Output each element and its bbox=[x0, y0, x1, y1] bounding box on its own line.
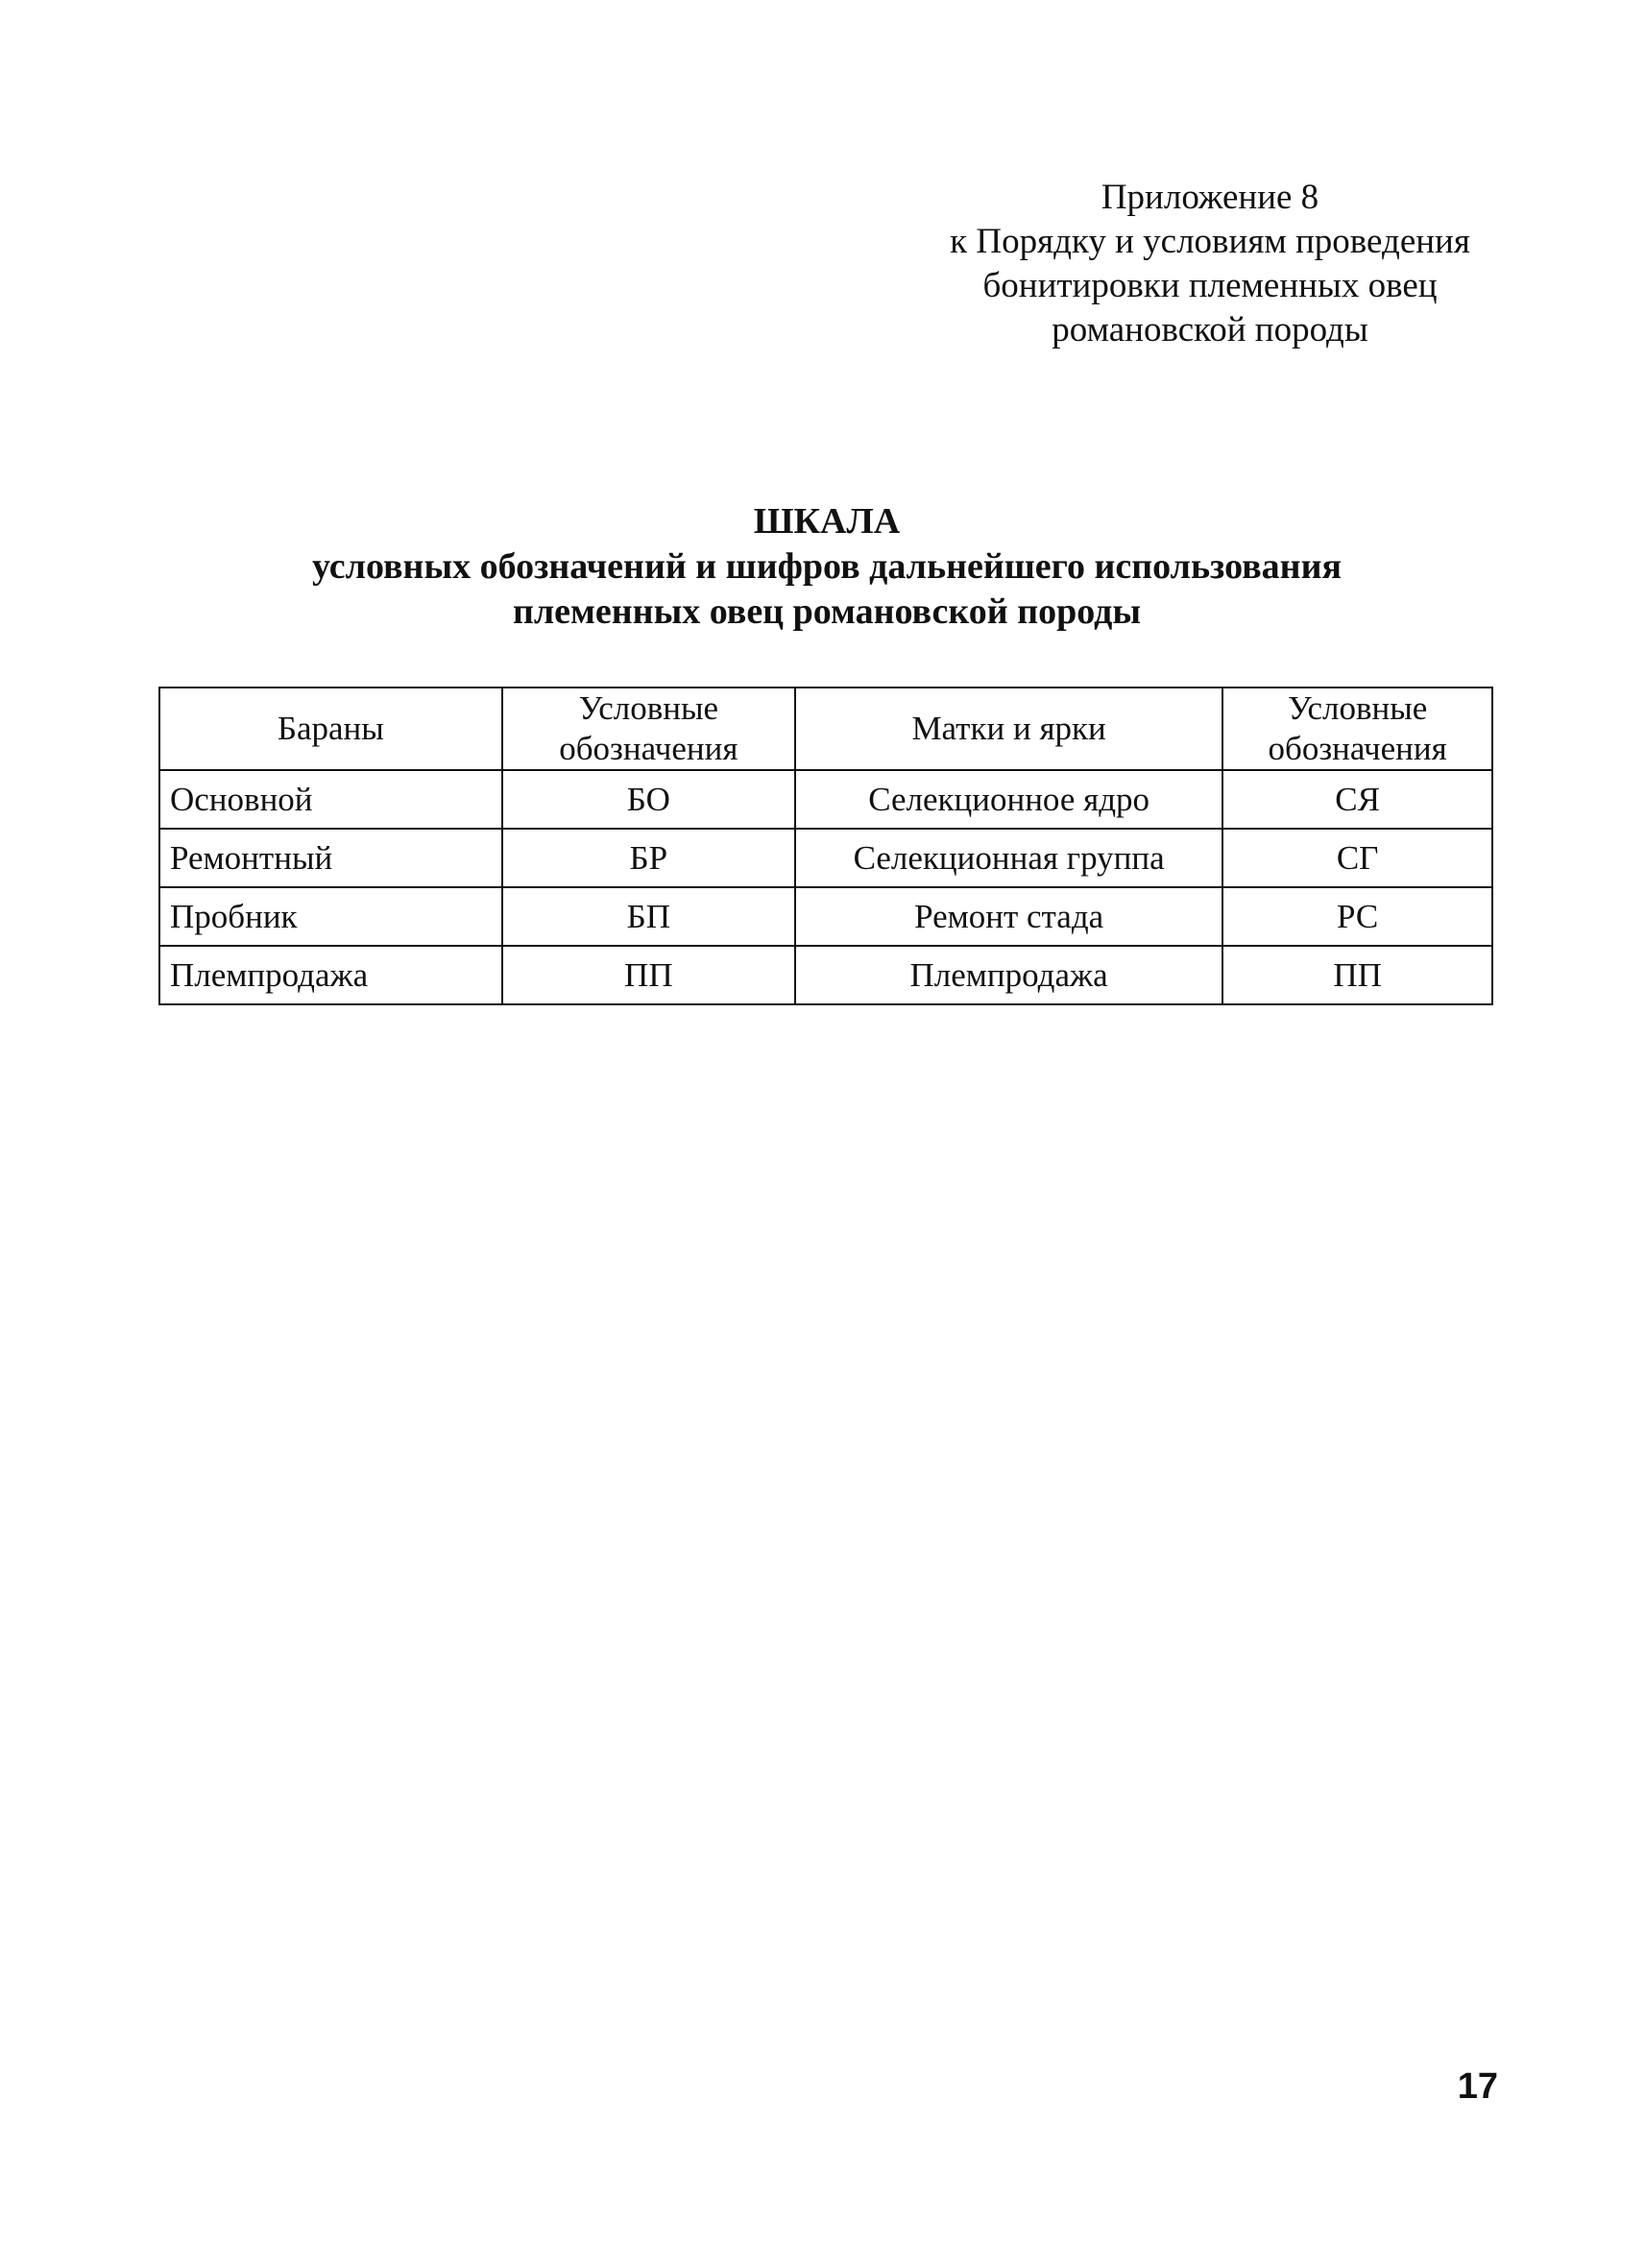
ewe-category: Ремонт стада bbox=[795, 887, 1222, 946]
header-line: обозначения bbox=[1268, 730, 1447, 767]
header-line: обозначения bbox=[559, 730, 738, 767]
page-number: 17 bbox=[1457, 2066, 1498, 2107]
appendix-reference bbox=[893, 176, 1527, 352]
table-header-row bbox=[159, 688, 1492, 770]
ram-category: Основной bbox=[159, 770, 502, 829]
appendix-line: к Порядку и условиям проведения bbox=[950, 222, 1470, 261]
ram-code: ПП bbox=[502, 946, 795, 1004]
ram-category: Ремонтный bbox=[159, 829, 502, 887]
ewe-category: Племпродажа bbox=[795, 946, 1222, 1004]
appendix-line: романовской породы bbox=[1052, 310, 1368, 350]
title-subheading: условных обозначений и шифров дальнейшего использования bbox=[311, 546, 1343, 587]
header-rams: Бараны bbox=[159, 688, 502, 770]
ram-code: БО bbox=[502, 770, 795, 829]
ram-code: БР bbox=[502, 829, 795, 887]
appendix-line: Приложение 8 bbox=[1101, 178, 1319, 217]
ewe-category: Селекционное ядро bbox=[795, 770, 1222, 829]
header-line: Условные bbox=[1287, 689, 1428, 727]
ram-category: Племпродажа bbox=[159, 946, 502, 1004]
appendix-line: бонитировки племенных овец bbox=[982, 266, 1438, 305]
header-line: Условные bbox=[578, 689, 719, 727]
ewe-code: СГ bbox=[1222, 829, 1492, 887]
document-title bbox=[159, 499, 1494, 635]
table-row bbox=[159, 829, 1492, 887]
ewe-category: Селекционная группа bbox=[795, 829, 1222, 887]
title-subheading: племенных овец романовской породы bbox=[512, 591, 1142, 632]
title-heading: ШКАЛА bbox=[753, 501, 901, 542]
ram-category: Пробник bbox=[159, 887, 502, 946]
ram-code: БП bbox=[502, 887, 795, 946]
header-rams-codes bbox=[502, 688, 795, 770]
ewe-code: СЯ bbox=[1222, 770, 1492, 829]
table-row bbox=[159, 770, 1492, 829]
table-row bbox=[159, 946, 1492, 1004]
header-ewes: Матки и ярки bbox=[795, 688, 1222, 770]
codes-table bbox=[158, 687, 1493, 1005]
table-row bbox=[159, 887, 1492, 946]
ewe-code: РС bbox=[1222, 887, 1492, 946]
header-ewes-codes bbox=[1222, 688, 1492, 770]
ewe-code: ПП bbox=[1222, 946, 1492, 1004]
